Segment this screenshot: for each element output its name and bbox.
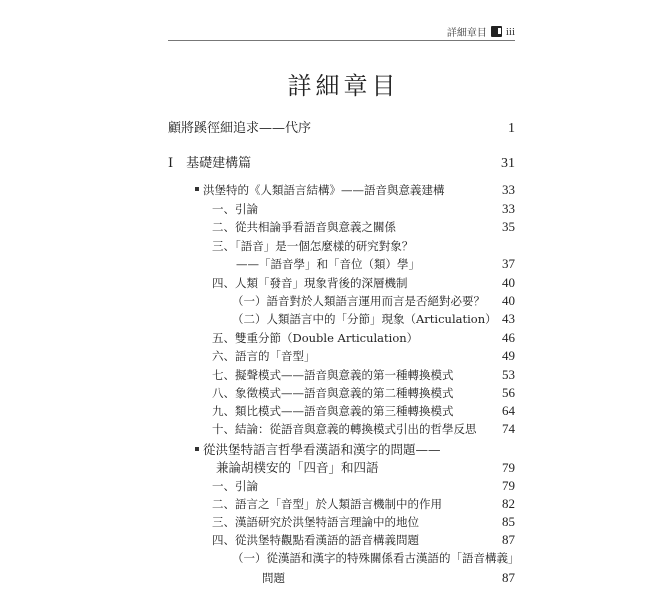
bullet-square-icon — [195, 447, 199, 451]
entry-page: 82 — [502, 496, 515, 511]
entry-text: 七、擬聲模式——語音與意義的第一種轉換模式 — [212, 368, 454, 382]
entry-text: 九、類比模式——語音與意義的第三種轉換模式 — [212, 404, 454, 418]
entry-page: 85 — [502, 514, 515, 529]
entry-page: 46 — [502, 330, 515, 345]
entry-page: 87 — [502, 570, 515, 585]
entry-page: 1 — [508, 121, 515, 136]
running-head — [447, 24, 515, 39]
entry-page: 74 — [502, 421, 515, 436]
bullet-square-icon — [195, 187, 199, 191]
entry-page: 40 — [502, 293, 515, 308]
entry-page: 33 — [502, 201, 515, 216]
entry-page: 56 — [502, 385, 515, 400]
entry-text: 三、「語音」是一個怎麼樣的研究對象？ — [212, 239, 414, 253]
entry-text: 問題 — [262, 571, 285, 585]
entry-text: 十、結論：從語音與意義的轉換模式引出的哲學反思 — [212, 422, 477, 436]
entry-text: 兼論胡樸安的「四音」和四語 — [216, 460, 379, 475]
entry-page: 53 — [502, 367, 515, 382]
entry-text: 六、語言的「音型」 — [212, 349, 316, 363]
running-head-page: iii — [505, 25, 515, 38]
book-icon — [491, 26, 502, 37]
entry-text: 四、人類「發音」現象背後的深層機制 — [212, 276, 408, 290]
entry-text: ——「語音學」和「音位（類）學」 — [236, 257, 420, 271]
entry-page: 49 — [502, 348, 515, 363]
entry-page: 43 — [502, 311, 515, 326]
chapter-text-wrap — [195, 443, 441, 457]
entry-text: 從洪堡特語言哲學看漢語和漢字的問題—— — [203, 442, 441, 457]
entry-text: 八、象徵模式——語音與意義的第二種轉換模式 — [212, 386, 454, 400]
page-title: 詳細章目 — [287, 72, 400, 100]
entry-text: 四、從洪堡特觀點看漢語的語音構義問題 — [212, 533, 419, 547]
entry-page: 79 — [502, 478, 515, 493]
entry-text: 洪堡特的《人類語言結構》——語音與意義建構 — [203, 183, 445, 197]
entry-page: 40 — [502, 275, 515, 290]
entry-page: 64 — [502, 403, 515, 418]
entry-text: （二）人類語言中的「分節」現象（Articulation） — [232, 312, 497, 326]
entry-page: 33 — [502, 182, 515, 197]
entry-text: 三、漢語研究於洪堡特語言理論中的地位 — [212, 515, 419, 529]
entry-page: 79 — [502, 460, 515, 475]
entry-page: 35 — [502, 219, 515, 234]
entry-text: 一、引論 — [212, 202, 258, 216]
entry-text: （一）語音對於人類語言運用而言是否絕對必要？ — [232, 294, 485, 308]
entry-text: 顧將蹊徑細追求——代序 — [168, 121, 312, 136]
entry-text: （一）從漢語和漢字的特殊關係看古漢語的「語音構義」 — [232, 551, 520, 565]
chapter-text-wrap — [195, 183, 445, 197]
entry-page: 37 — [502, 256, 515, 271]
entry-text: 一、引論 — [212, 479, 258, 493]
header-rule — [168, 40, 515, 41]
entry-text: 二、語言之「音型」於人類語言機制中的作用 — [212, 497, 442, 511]
entry-text: 二、從共相論爭看語音與意義之關係 — [212, 220, 396, 234]
entry-text: I 基礎建構篇 — [168, 156, 252, 171]
running-head-title: 詳細章目 — [446, 28, 487, 39]
entry-page: 31 — [501, 156, 515, 171]
entry-text: 五、雙重分節（Double Articulation） — [212, 331, 419, 345]
entry-page: 87 — [502, 532, 515, 547]
